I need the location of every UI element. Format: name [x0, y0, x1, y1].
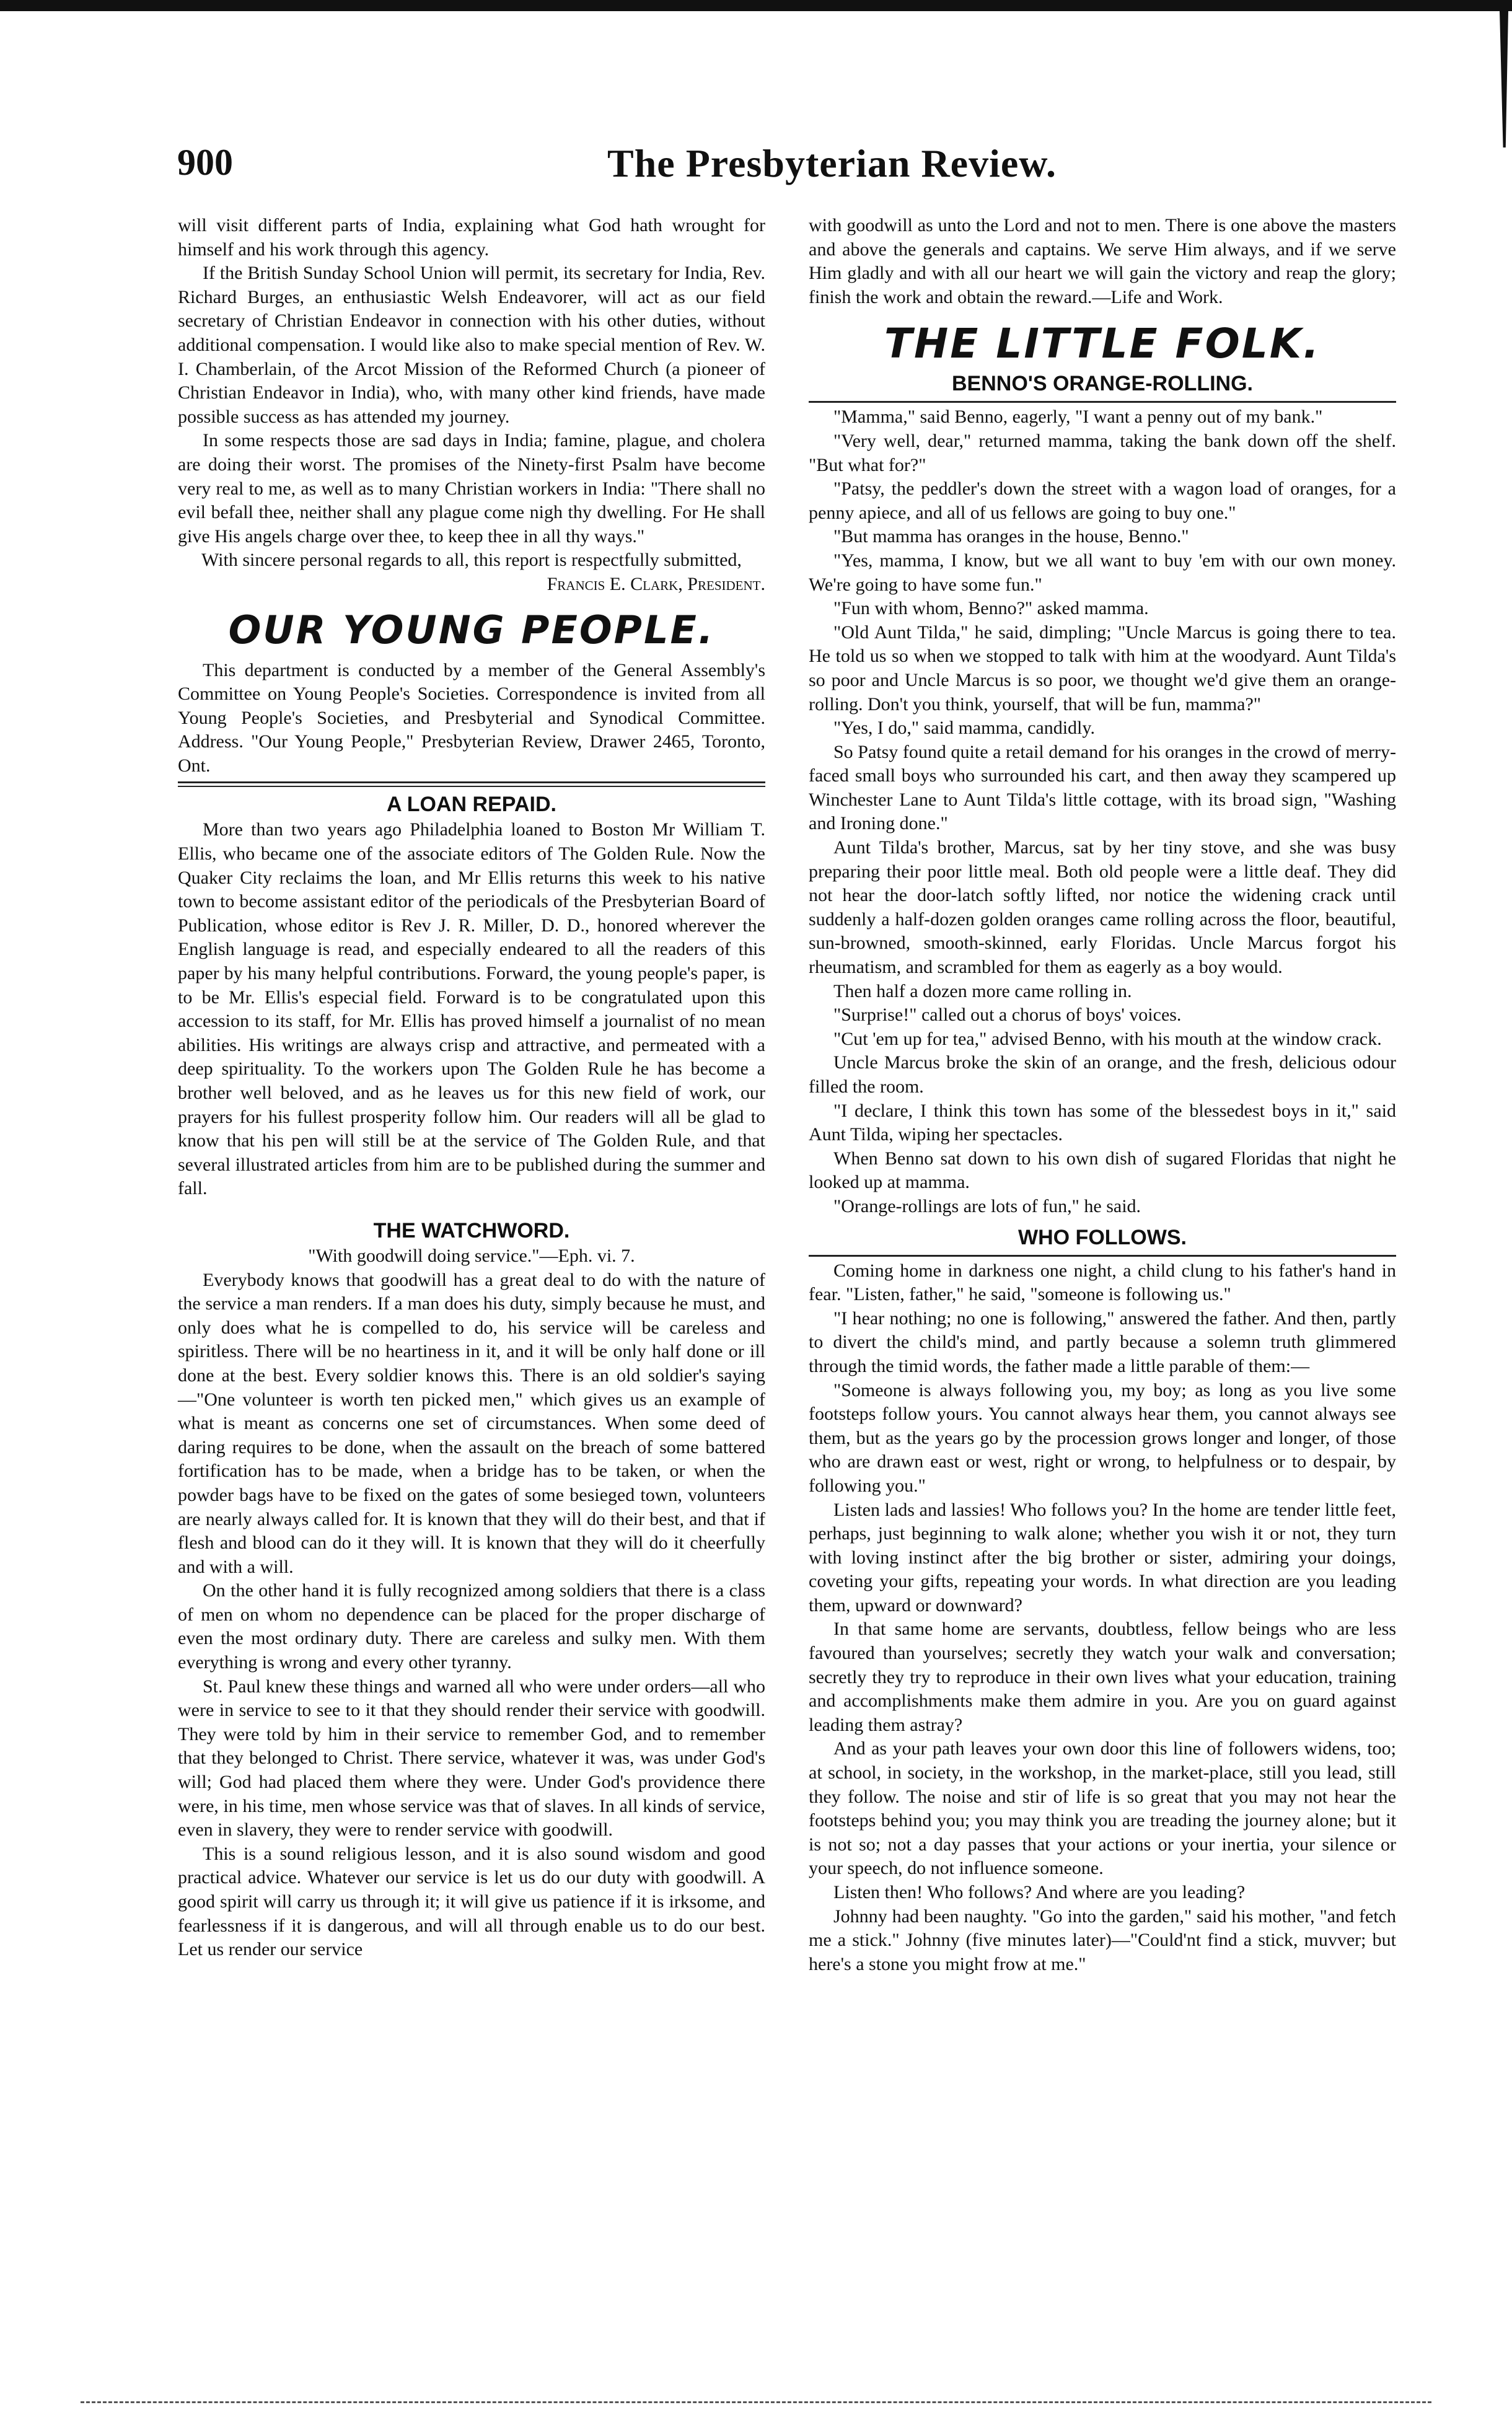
story-paragraph: Aunt Tilda's brother, Marcus, sat by her tiny stove, and she was busy preparing their poor little meal. Both old people were a little deaf. They did not hear the door-latch softly lifted, nor notice the widening crack until suddenly a half-dozen golden oranges came rolling across the floor, beautiful, sun-browned, smooth-skinned, early Floridas. Uncle Marcus forgot his rheumatism, and scrambled for them as eagerly as a boy would.	[809, 837, 1396, 978]
article-paragraph: St. Paul knew these things and warned all who were under orders—all who were in service to see to it that they should render their service with goodwill. They were told by him in their service to remember God, and to remember that they belonged to Christ. There service, whatever it was, was under God's will; God had placed them where they were. Under God's providence there were, in his time, men whose service was that of slaves. In all kinds of service, even in slavery, they were to render service with goodwill.	[178, 1676, 765, 1840]
masthead: The Presbyterian Review.	[607, 141, 1057, 185]
intro-paragraph: If the British Sunday School Union will permit, its secretary for India, Rev. Richard Burges, an enthusiastic Welsh Endeavorer, will act as our field secretary of Christian Endeavor in connection with his other duties, without additional compensation. I would like also to make special mention of Rev. W. I. Chamberlain, of the Arcot Mission of the Reformed Church (a pioneer of Christian Endeavor in India), who, with many other kind friends, have made possible success as has attended my journey.	[178, 263, 765, 427]
intro-paragraph: will visit different parts of India, explaining what God hath wrought for himself and his work through this agency.	[178, 215, 765, 260]
department-title: THE LITTLE FOLK.	[884, 320, 1321, 368]
left-column	[178, 214, 765, 1962]
story-paragraph: "Yes, I do," said mamma, candidly.	[833, 718, 1095, 739]
article-paragraph: This is a sound religious lesson, and it is also sound wisdom and good practical advice. Whatever our service is let us do our duty with goodwill. A good spirit will carry us through it; it will give us patience if it is irksome, and fearlessness if it is dangerous, and will all through enable us to do our best. Let us render our service	[178, 1843, 765, 1960]
article-paragraph: More than two years ago Philadelphia loaned to Boston Mr William T. Ellis, who became one of the associate editors of The Golden Rule. Now the Quaker City reclaims the loan, and Mr Ellis returns this week to his native town to become assistant editor of the periodicals of the Presbyterian Board of Publication, whose editor is Rev J. R. Miller, D. D., honored wherever the English language is read, and especially endeared to all the readers of this paper by his many helpful contributions. Forward, the young people's paper, is to be Mr. Ellis's especial field. Forward is to be congratulated upon this accession to its staff, for Mr. Ellis has proved himself a journalist of no mean abilities. His writings are always crisp and attractive, and permeated with a deep spirituality. To the workers upon The Golden Rule he has become a brother well beloved, and as he leaves us for this new field of work, our prayers for his fullest prosperity follow him. Our readers will all be glad to know that his pen will still be at the service of The Golden Rule, and that several illustrated articles from him are to be published during the summer and fall.	[178, 819, 765, 1199]
article-title: A LOAN REPAID.	[387, 793, 556, 817]
article-paragraph: with goodwill as unto the Lord and not to men. There is one above the masters and above the generals and captains. We serve Him always, and if we serve Him gladly and with all our heart we will gain the victory and reap the glory; finish the work and obtain the reward.—Life and Work.	[809, 215, 1396, 307]
story-paragraph: Then half a dozen more came rolling in.	[833, 980, 1132, 1001]
divider	[809, 1255, 1396, 1257]
story-paragraph: "Old Aunt Tilda," he said, dimpling; "Uncle Marcus is going there to tea. He told us so when we stopped to talk with him at the woodyard. Aunt Tilda's so poor and Uncle Marcus is so poor, we thought we'd give them an orange-rolling. Don't you think, yourself, that will be fun, mamma?"	[809, 622, 1396, 715]
story-paragraph: Listen lads and lassies! Who follows you? In the home are tender little feet, perhaps, just beginning to walk alone; whether you wish it or not, they turn with loving instinct after the big brother or sister, admiring your doings, coveting your gifts, repeating your words. In what direction are you leading them, upward or downward?	[809, 1499, 1396, 1616]
story-paragraph: When Benno sat down to his own dish of sugared Floridas that night he looked up at mamma.	[809, 1148, 1396, 1193]
story-paragraph: "Yes, mamma, I know, but we all want to buy 'em with our own money. We're going to have some fun."	[809, 550, 1396, 595]
signature: Francis E. Clark, President.	[547, 573, 765, 594]
divider	[809, 401, 1396, 403]
article-paragraph: On the other hand it is fully recognized among soldiers that there is a class of men on whom no dependence can be placed for the proper discharge of even the most ordinary duty. There are careless and sulky men. With them everything is wrong and every other tyranny.	[178, 1580, 765, 1673]
story-paragraph: Listen then! Who follows? And where are you leading?	[833, 1882, 1246, 1902]
scan-top-border	[0, 0, 1512, 11]
story-paragraph: Coming home in darkness one night, a child clung to his father's hand in fear. "Listen, father," he said, "someone is following us."	[809, 1260, 1396, 1305]
story-paragraph: "Patsy, the peddler's down the street with a wagon load of oranges, for a penny apiece, and all of us fellows are going to buy one."	[809, 478, 1396, 523]
bottom-border	[81, 2401, 1431, 2403]
story-paragraph: So Patsy found quite a retail demand for his oranges in the crowd of merry-faced small boys who surrounded his cart, and then away they scampered up Winchester Lane to Aunt Tilda's little cottage, with its broad sign, "Washing and Ironing done."	[809, 741, 1396, 834]
article-paragraph: Everybody knows that goodwill has a great deal to do with the nature of the service a man renders. If a man does his duty, simply because he must, and only does what he is compelled to do, his service will be careless and spiritless. There will be no heartiness in it, and it will be only half done or ill done at the best. Every soldier knows this. There is an old soldier's saying—"One volunteer is worth ten picked men," which gives us an example of what is meant as concerns one set of circumstances. When some deed of daring requires to be done, when the assault on the breach of some battered fortification has to be made, when a bridge has to be taken, or when the powder bags have to be fixed on the gates of some besieged town, volunteers are nearly always called for. It is known that they will do their best, and that if flesh and blood can do it they will. It is known that they will do it cheerfully and with a will.	[178, 1269, 765, 1577]
divider	[178, 781, 765, 783]
story-paragraph: In that same home are servants, doubtless, fellow beings who are less favoured than yourselves; secretly they watch your walk and conversation; secretly they try to reproduce in their own lives what your education, training and accomplishments make them admire in you. Are you on guard against leading them astray?	[809, 1619, 1396, 1735]
article-title: BENNO'S ORANGE-ROLLING.	[952, 372, 1253, 396]
story-paragraph: "I hear nothing; no one is following," answered the father. And then, partly to divert the child's mind, and partly because a solemn truth glimmered through the timid words, the father made a little parable of them:—	[809, 1308, 1396, 1376]
divider	[178, 786, 765, 787]
scan-edge-mark	[1500, 11, 1508, 147]
article-title: THE WATCHWORD.	[373, 1218, 570, 1242]
intro-paragraph: In some respects those are sad days in India; famine, plague, and cholera are doing their worst. The promises of the Ninety-first Psalm have become very real to me, as well as to many Christian workers in India: "There shall no evil befall thee, neither shall any plague come nigh thy dwelling. For He shall give His angels charge over thee, to keep thee in all thy ways."	[178, 430, 765, 547]
department-note: This department is conducted by a member of the General Assembly's Committee on Young People's Societies. Correspondence is invited from all Young People's Societies, and Presbyterial and Synodical Committee. Address. "Our Young People," Presbyterian Review, Drawer 2465, Toronto, Ont.	[178, 659, 765, 776]
story-paragraph: Johnny had been naughty. "Go into the garden," said his mother, "and fetch me a stick." Johnny (five minutes later)—"Could'nt find a stick, muvver; but here's a stone you might frow at me."	[809, 1906, 1396, 1974]
right-column	[809, 214, 1396, 1976]
story-paragraph: "But mamma has oranges in the house, Benno."	[833, 526, 1189, 547]
story-paragraph: "Someone is always following you, my boy; as long as you live some footsteps follow yours. You cannot always hear them, you cannot always see them, but as the years go by the procession grows longer and longer, of those who are drawn east or west, right or wrong, to helpfulness or to despair, by following you."	[809, 1379, 1396, 1496]
story-paragraph: "Surprise!" called out a chorus of boys' voices.	[833, 1005, 1182, 1026]
story-paragraph: And as your path leaves your own door this line of followers widens, too; at school, in society, in the workshop, in the market-place, still you lead, still they follow. The noise and stir of life is so great that you may not hear the footsteps behind you; you may think you are treading the journey alone; but it is not so; not a day passes that your actions or your inertia, your silence or your speech, do not influence someone.	[809, 1738, 1396, 1879]
story-paragraph: "Very well, dear," returned mamma, taking the bank down off the shelf. "But what for?"	[809, 430, 1396, 475]
department-title: OUR YOUNG PEOPLE.	[228, 607, 715, 653]
story-paragraph: "Fun with whom, Benno?" asked mamma.	[833, 598, 1149, 619]
epigraph: "With goodwill doing service."—Eph. vi. 7.	[308, 1245, 635, 1266]
page-number: 900	[177, 142, 233, 183]
story-paragraph: "I declare, I think this town has some of the blessedest boys in it," said Aunt Tilda, wiping her spectacles.	[809, 1100, 1396, 1145]
story-paragraph: "Cut 'em up for tea," advised Benno, with his mouth at the window crack.	[833, 1028, 1382, 1049]
story-paragraph: Uncle Marcus broke the skin of an orange, and the fresh, delicious odour filled the room.	[809, 1052, 1396, 1097]
story-paragraph: "Orange-rollings are lots of fun," he said.	[833, 1195, 1141, 1216]
intro-closing: With sincere personal regards to all, this report is respectfully submitted,	[201, 550, 742, 571]
story-paragraph: "Mamma," said Benno, eagerly, "I want a penny out of my bank."	[833, 407, 1323, 428]
article-title: WHO FOLLOWS.	[1018, 1225, 1187, 1249]
